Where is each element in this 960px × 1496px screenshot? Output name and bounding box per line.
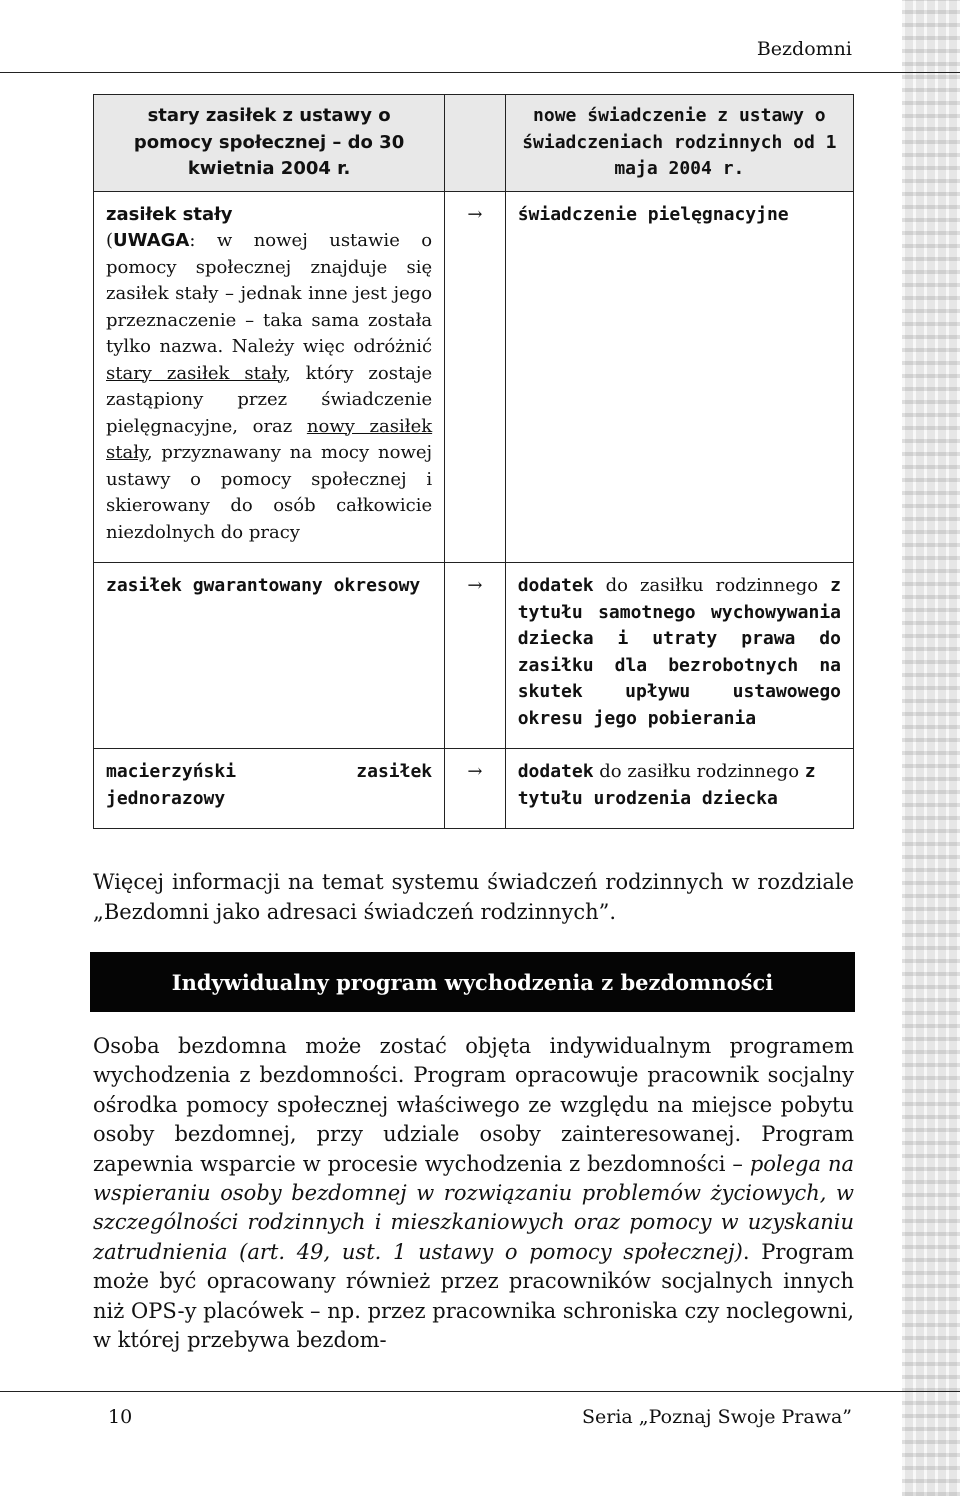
new-benefit-bold: dodatek — [517, 575, 594, 596]
new-benefit-title: świadczenie pielęgnacyjne — [517, 203, 789, 225]
main-text-italic: polega na wspieraniu osoby bezdomnej w rozwiązaniu problemów życiowych, w szczególności rodzinnych i mieszkaniowych oraz pomocy w uzyskaniu zatrudnienia (art. 49, ust. 1 ustawy o pomocy społecznej) — [93, 1151, 854, 1264]
header-new-text: nowe świadczenie z ustawy o świadczeniach rodzinnych od 1 maja 2004 r. — [522, 105, 837, 179]
new-benefit-cell — [505, 749, 853, 829]
section-heading-bar — [90, 952, 855, 1012]
header-arrow-cell — [445, 95, 506, 192]
note-text: : w nowej ustawie o pomocy społecznej znajduje się zasiłek stały – jednak inne jest jego przeznaczenie – taka sama została tylko nazwa. Należy więc odróżnić — [106, 230, 433, 357]
series-title: Seria „Poznaj Swoje Prawa” — [582, 1406, 852, 1428]
arrow-cell — [445, 563, 506, 749]
decorative-side-strip — [902, 0, 960, 1496]
page-number: 10 — [108, 1406, 133, 1428]
new-benefit-bold: z tytułu samotnego wychowywania dziecka i utraty prawa do zasiłku dla bezrobotnych na skutek upływu ustawowego okresu jego pobierania — [517, 575, 841, 729]
table-row — [94, 191, 854, 563]
table-header-row — [94, 95, 854, 192]
new-benefit-plain: do zasiłku rodzinnego — [593, 575, 831, 596]
arrow-right-icon: → — [467, 575, 483, 596]
new-benefit-plain: do zasiłku rodzinnego — [593, 761, 805, 782]
table-row — [94, 563, 854, 749]
arrow-right-icon: → — [467, 761, 483, 782]
old-benefit-cell — [94, 563, 445, 749]
old-benefit-title: zasiłek stały — [106, 203, 233, 225]
running-title: Bezdomni — [756, 38, 852, 60]
new-benefit-cell — [505, 191, 853, 563]
note-text: , który zostaje zastąpiony przez świadczenie pielęgnacyjne, oraz — [106, 362, 433, 437]
note-text: , przyznawany na mocy nowej ustawy o pomocy społecznej i skierowany do osób całkowicie niezdolnych do pracy — [106, 442, 433, 543]
old-benefit-title: macierzyński zasiłek jednorazowy — [106, 761, 433, 809]
arrow-cell — [445, 191, 506, 563]
main-text: . Program może być opracowany również przez pracowników socjalnych innych niż OPS-y placówek – np. przez pracownika schroniska czy noclegowni, w której przebywa bezdom- — [93, 1239, 854, 1353]
new-benefit-bold: dodatek — [517, 761, 594, 782]
section-heading: Indywidualny program wychodzenia z bezdomności — [171, 969, 774, 995]
header-old-benefit — [94, 95, 445, 192]
old-benefit-title: zasiłek gwarantowany okresowy — [106, 575, 421, 596]
footer-rule — [0, 1391, 960, 1392]
header-rule — [0, 72, 960, 73]
note-underlined-new: nowy zasiłek stały — [106, 415, 433, 463]
old-benefit-cell — [94, 749, 445, 829]
main-paragraph — [93, 1032, 854, 1355]
note-label: UWAGA — [113, 230, 190, 251]
main-text: Osoba bezdomna może zostać objęta indywidualnym programem wychodzenia z bezdomności. Program opracowuje pracownik socjalny ośrodka pomocy społecznej właściwego ze względu na miejsce pobytu osoby bezdomnej, przy udziale osoby zainteresowanej. Program zapewnia wsparcie w procesie wychodzenia z bezdomności – — [93, 1034, 854, 1176]
new-benefit-bold: z tytułu urodzenia dziecka — [517, 761, 816, 809]
header-old-text: stary zasiłek z ustawy o pomocy społecznej – do 30 kwietnia 2004 r. — [133, 105, 405, 179]
header-new-benefit — [505, 95, 853, 192]
note-underlined-old: stary zasiłek stały — [106, 362, 286, 384]
info-paragraph: Więcej informacji na temat systemu świadczeń rodzinnych w rozdziale „Bezdomni jako adresaci świadczeń rodzinnych”. — [93, 870, 854, 924]
table-row — [94, 749, 854, 829]
new-benefit-cell — [505, 563, 853, 749]
arrow-cell — [445, 749, 506, 829]
arrow-right-icon: → — [467, 203, 483, 225]
old-benefit-cell — [94, 191, 445, 563]
note-open: ( — [106, 230, 114, 251]
benefits-comparison-table — [93, 94, 854, 829]
